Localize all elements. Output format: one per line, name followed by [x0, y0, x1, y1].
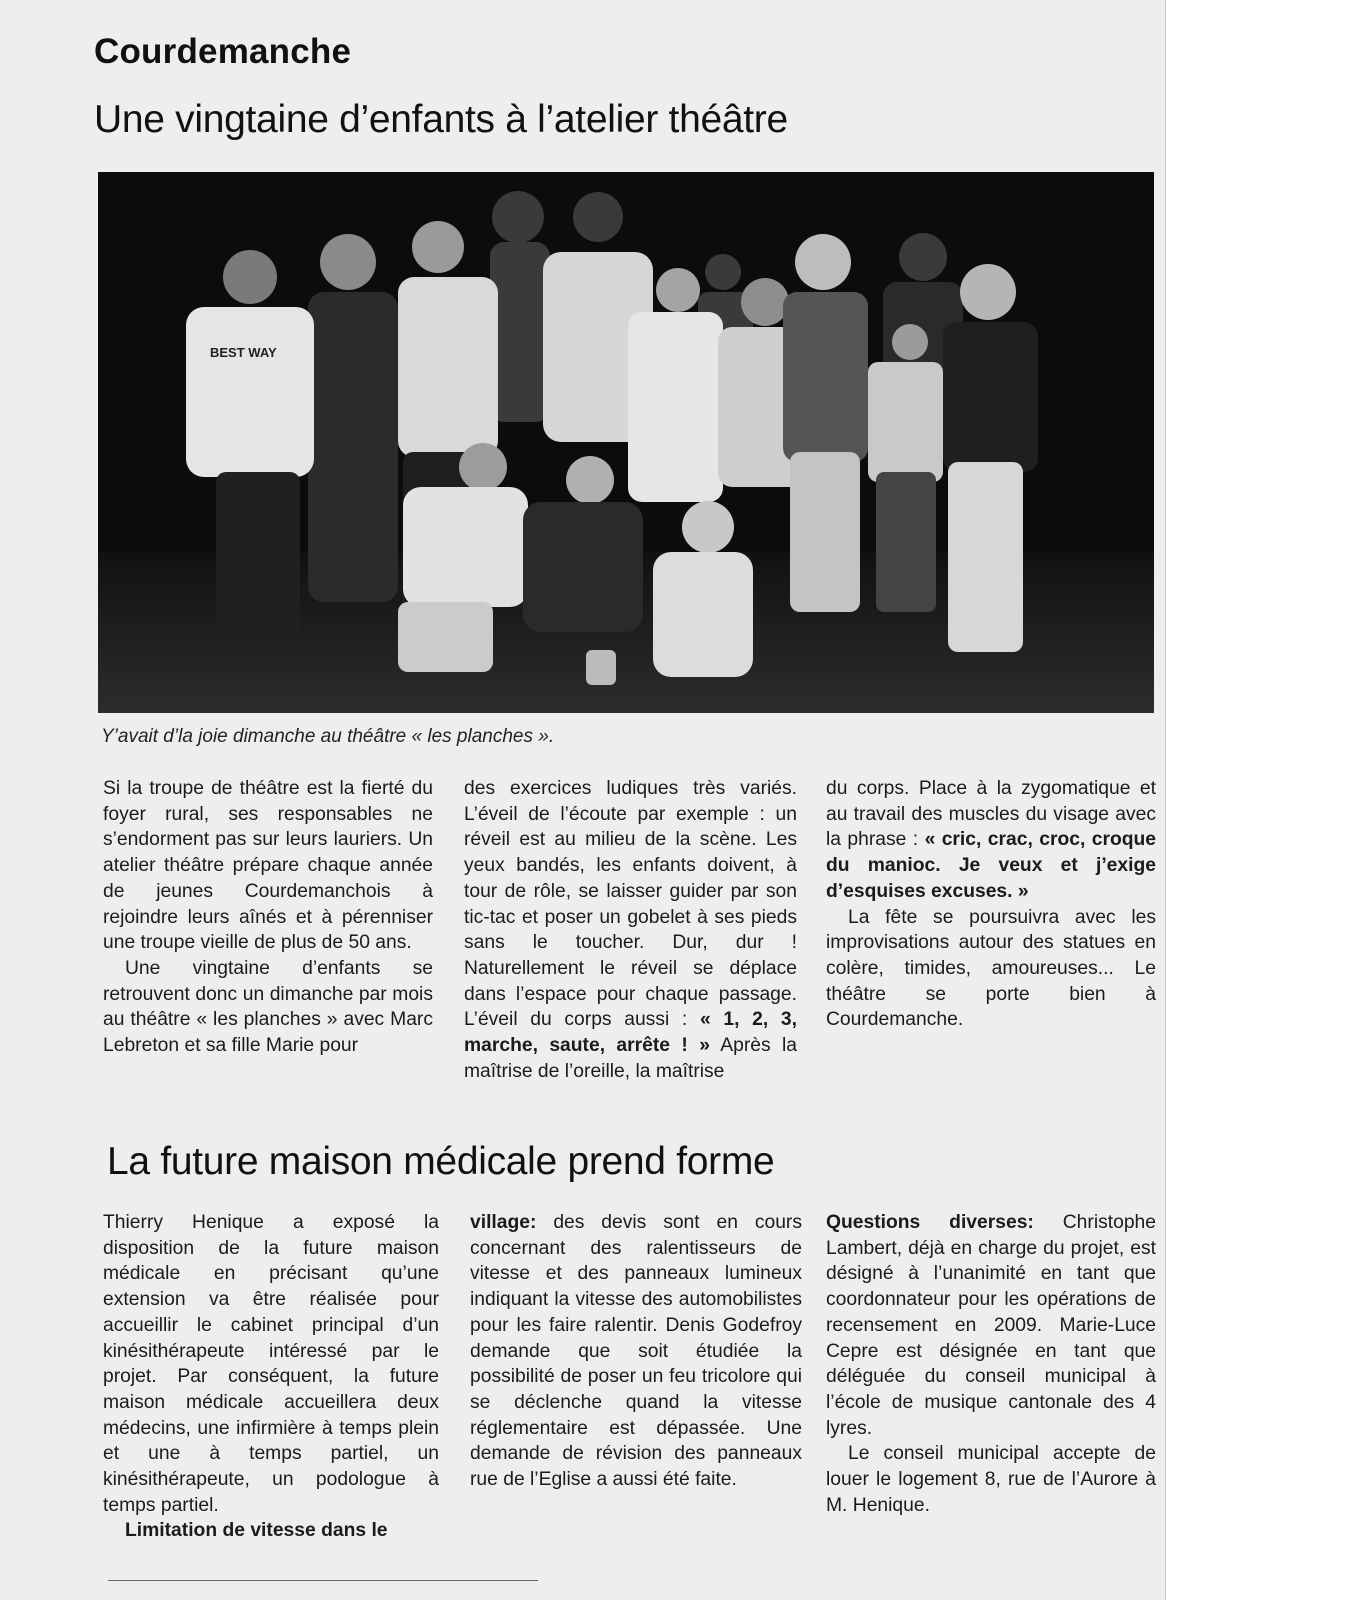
text: du corps. Place à la zygomatique et au travail des muscles du visage avec la phrase :	[826, 778, 1156, 851]
bold-text: Limitation de vitesse dans le	[125, 1520, 388, 1542]
paragraph: Le conseil municipal accepte de louer le logement 8, rue de l’Aurore à M. Henique.	[826, 1443, 1156, 1516]
article1-column-1	[103, 776, 433, 1059]
article1-column-3	[826, 776, 1156, 1033]
paragraph: Si la troupe de théâtre est la fierté du foyer rural, ses responsables ne s’endorment pas sur leurs lauriers. Un atelier théâtre prépare chaque année de jeunes Courdemanchois à rejoindre leurs aînés et à pérenniser une troupe vieille de plus de 50 ans.	[103, 778, 433, 954]
article2-column-1	[103, 1210, 439, 1544]
group-photo	[98, 172, 1154, 713]
article1-column-2	[464, 776, 797, 1084]
text: des devis sont en cours concernant des ralentisseurs de vitesse et des panneaux lumineux indiquant la vitesse des automobilistes pour les faire ralentir. Denis Godefroy demande que soit étudiée la possibilité de poser un feu tricolore qui se déclenche quand la vitesse réglementaire est dépassée. Une demande de révision des panneaux rue de l’Eglise a aussi été faite.	[470, 1212, 802, 1491]
bottom-rule	[108, 1580, 538, 1581]
paragraph	[103, 1518, 439, 1544]
paragraph	[826, 776, 1156, 905]
paragraph: Thierry Henique a exposé la disposition de la future maison médicale en précisant qu’une extension va être réalisée pour accueillir le cabinet principal d’un kinésithérapeute intéressé par le projet. Par conséquent, la future maison médicale accueillera deux médecins, une infirmière à temps plein et une à temps partiel, un kinésithérapeute, un podologue à temps partiel.	[103, 1212, 439, 1516]
bold-text: village:	[470, 1212, 537, 1233]
paragraph	[826, 1210, 1156, 1441]
bold-text: Questions diverses:	[826, 1212, 1034, 1233]
paragraph: Une vingtaine d’enfants se retrouvent donc un dimanche par mois au théâtre « les planches » avec Marc Lebreton et sa fille Marie pour	[103, 957, 433, 1057]
article2-column-2	[470, 1210, 802, 1493]
shirt-text: BEST WAY	[210, 345, 277, 360]
article-headline: Une vingtaine d’enfants à l’atelier théâtre	[94, 98, 788, 141]
clipping-edge	[1165, 0, 1166, 1600]
section-title: Courdemanche	[94, 32, 352, 71]
photo-illustration	[98, 172, 1154, 713]
paragraph: La fête se poursuivra avec les improvisations autour des statues en colère, timides, amoureuses... Le théâtre se porte bien à Courdemanche.	[826, 906, 1156, 1031]
paragraph	[464, 776, 797, 1084]
bold-text: « 1, 2, 3, marche, saute, arrête ! »	[464, 1009, 797, 1057]
bold-text: « cric, crac, croc, croque du manioc. Je veux et j’exige d’esquises excuses. »	[826, 829, 1156, 902]
text: Christophe Lambert, déjà en charge du projet, est désigné à l’unanimité en tant que coordonnateur pour les opérations de recensement en 2009. Marie-Luce Cepre est désignée en tant que déléguée du conseil municipal à l’école de musique cantonale des 4 lyres.	[826, 1212, 1156, 1439]
text: des exercices ludiques très variés. L’éveil de l’écoute par exemple : un réveil est au milieu de la scène. Les yeux bandés, les enfants doivent, à tour de rôle, se laisser guider par son tic-tac et poser un gobelet à ses pieds sans le toucher. Dur, dur ! Naturellement le réveil se déplace dans l’espace pour chaque passage. L’éveil du corps aussi :	[464, 778, 797, 1031]
text: Après la maîtrise de l’oreille, la maîtrise	[464, 1035, 797, 1082]
article2-headline: La future maison médicale prend forme	[107, 1140, 775, 1183]
article2-column-3	[826, 1210, 1156, 1518]
photo-caption: Y’avait d’la joie dimanche au théâtre « les planches ».	[101, 726, 555, 747]
paragraph	[470, 1210, 802, 1493]
